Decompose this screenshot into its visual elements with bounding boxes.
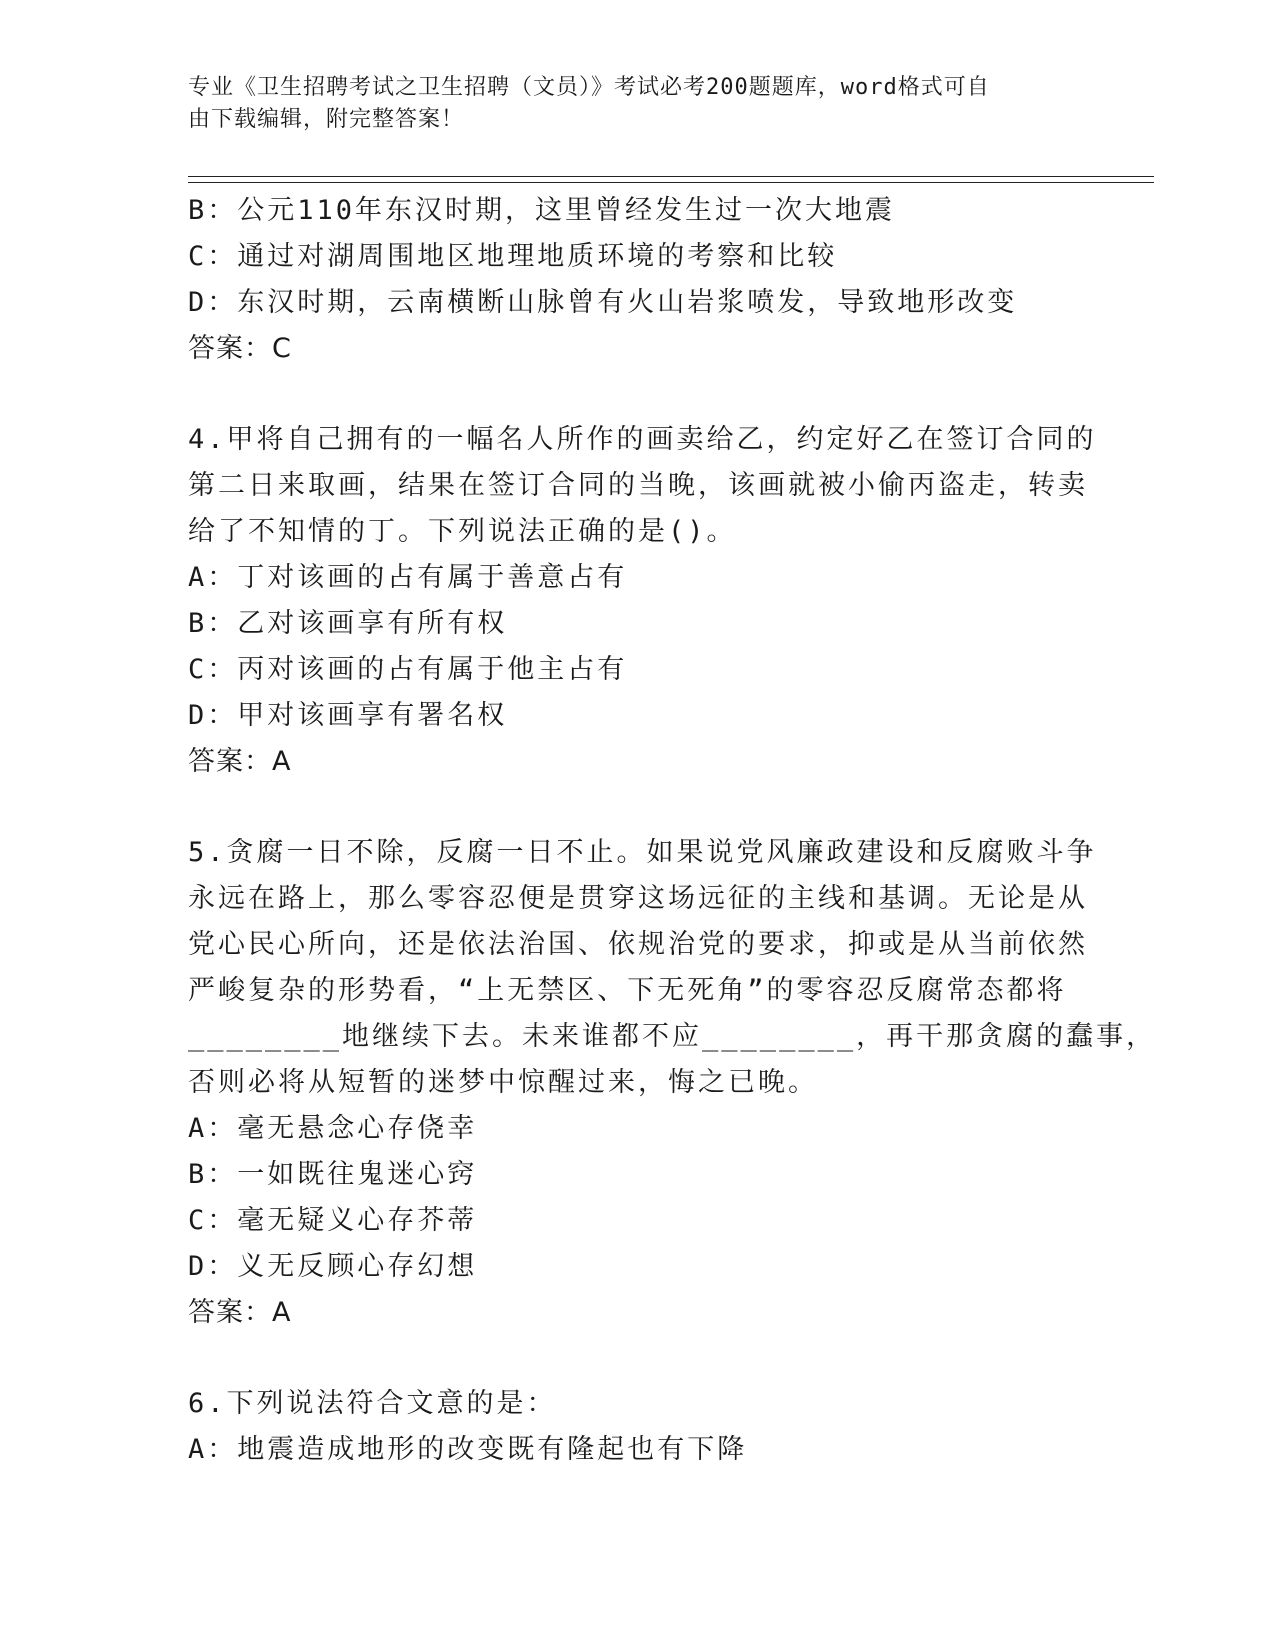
question-5-option-b: B：一如既往鬼迷心窍 <box>188 1159 478 1190</box>
document-body <box>188 188 1157 1473</box>
question-4-stem-line: 给了不知情的丁。下列说法正确的是()。 <box>188 516 737 547</box>
question-4-option-c: C：丙对该画的占有属于他主占有 <box>188 654 628 685</box>
question-5-stem-line: 严峻复杂的形势看，“上无禁区、下无死角”的零容忍反腐常态都将 <box>188 975 1067 1006</box>
question-5-stem-line: 党心民心所向，还是依法治国、依规治党的要求，抑或是从当前依然 <box>188 929 1088 960</box>
question-4-option-d: D：甲对该画享有署名权 <box>188 700 508 731</box>
question-5-option-d: D：义无反顾心存幻想 <box>188 1251 478 1282</box>
question-3-option-b: B：公元110年东汉时期，这里曾经发生过一次大地震 <box>188 195 896 226</box>
question-5-stem-line: 永远在路上，那么零容忍便是贯穿这场远征的主线和基调。无论是从 <box>188 883 1088 914</box>
question-3-answer: 答案：C <box>188 333 292 364</box>
page-header <box>188 72 1068 136</box>
spacer <box>188 372 1068 417</box>
question-5-option-a: A：毫无悬念心存侥幸 <box>188 1113 478 1144</box>
question-5-stem-line: ________地继续下去。未来谁都不应________，再干那贪腐的蠢事， <box>188 1021 1157 1052</box>
header-divider <box>188 176 1154 183</box>
question-5 <box>188 830 1157 1336</box>
question-6-option-a: A：地震造成地形的改变既有隆起也有下降 <box>188 1434 748 1465</box>
header-title-line-1: 专业《卫生招聘考试之卫生招聘（文员）》考试必考200题题库，word格式可自 <box>188 75 990 100</box>
question-5-stem-line: 否则必将从短暂的迷梦中惊醒过来，悔之已晚。 <box>188 1067 818 1098</box>
question-3-option-c: C：通过对湖周围地区地理地质环境的考察和比较 <box>188 241 838 272</box>
spacer <box>188 785 1068 830</box>
question-3-option-d: D：东汉时期，云南横断山脉曾有火山岩浆喷发，导致地形改变 <box>188 287 1018 318</box>
question-5-option-c: C：毫无疑义心存芥蒂 <box>188 1205 478 1236</box>
question-4 <box>188 417 1097 785</box>
question-4-option-b: B：乙对该画享有所有权 <box>188 608 508 639</box>
question-5-answer: 答案：A <box>188 1297 292 1328</box>
question-3 <box>188 188 1068 372</box>
question-6 <box>188 1381 1068 1473</box>
question-4-stem-line: 第二日来取画，结果在签订合同的当晚，该画就被小偷丙盗走，转卖 <box>188 470 1088 501</box>
question-4-answer: 答案：A <box>188 746 292 777</box>
question-4-option-a: A：丁对该画的占有属于善意占有 <box>188 562 628 593</box>
header-title-line-2: 由下载编辑，附完整答案！ <box>188 107 465 132</box>
spacer <box>188 1336 1068 1381</box>
question-4-stem-line: 4.甲将自己拥有的一幅名人所作的画卖给乙，约定好乙在签订合同的 <box>188 424 1097 455</box>
question-5-stem-line: 5.贪腐一日不除，反腐一日不止。如果说党风廉政建设和反腐败斗争 <box>188 837 1097 868</box>
question-6-stem: 6.下列说法符合文意的是： <box>188 1388 557 1419</box>
